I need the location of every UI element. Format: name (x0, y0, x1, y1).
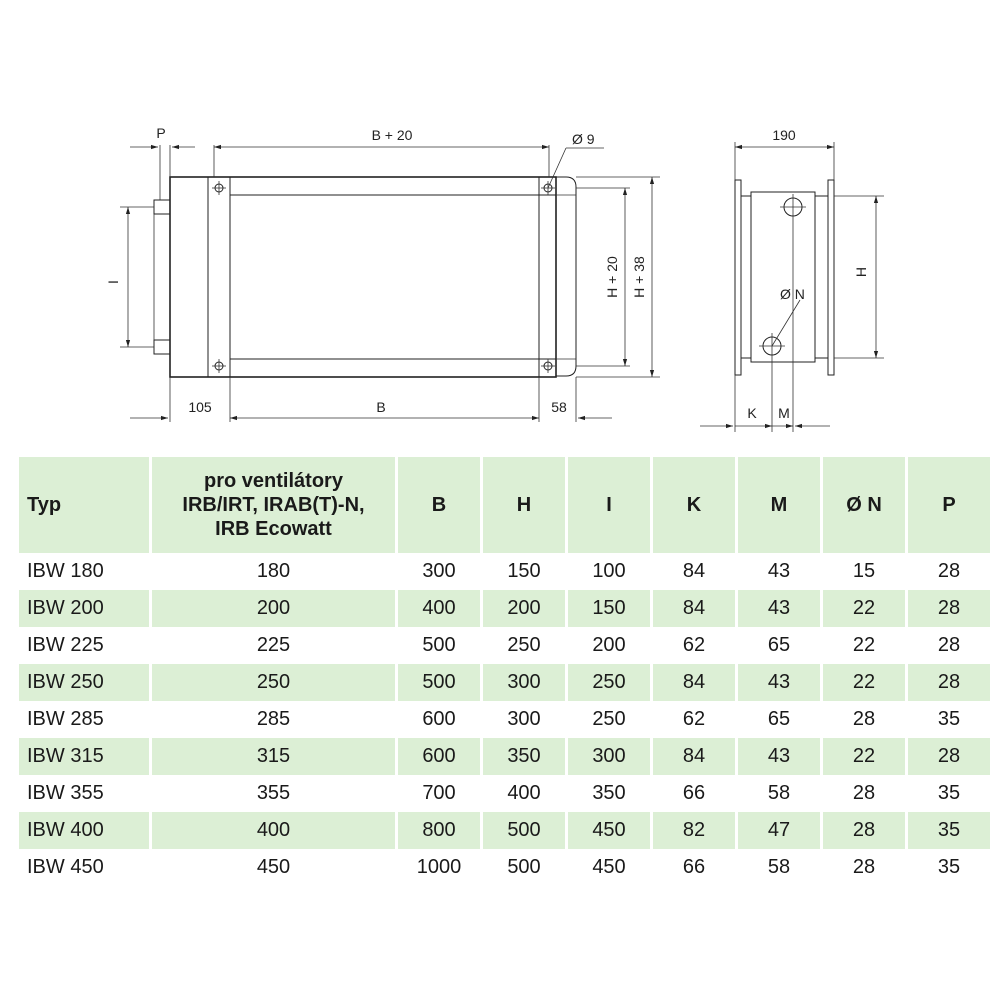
bottom-flange (230, 359, 556, 377)
cell-fan: 450 (256, 856, 291, 878)
cell-typ: IBW 285 (27, 708, 104, 730)
table-row (19, 849, 990, 886)
cell-n: 22 (852, 634, 876, 656)
cell-typ: IBW 315 (19, 738, 149, 775)
cell-m: 43 (738, 738, 820, 775)
cell-fan: 285 (256, 708, 291, 730)
cell-b: 500 (398, 664, 480, 701)
dim-m-label: M (778, 405, 790, 421)
cell-m: 65 (767, 708, 791, 730)
cell-b: 700 (422, 782, 456, 804)
technical-drawing (0, 0, 1000, 450)
cell-b: 500 (422, 634, 456, 656)
cell-h: 300 (483, 664, 565, 701)
cell-n: 22 (823, 738, 905, 775)
front-view (105, 125, 660, 422)
table-row (19, 664, 990, 701)
cell-p: 35 (937, 708, 961, 730)
cell-typ: IBW 355 (27, 782, 104, 804)
table-row (19, 812, 990, 849)
cell-fan: 200 (152, 590, 395, 627)
cell-fan: 355 (256, 782, 291, 804)
spec-table (16, 457, 993, 886)
cell-k: 66 (682, 782, 706, 804)
dim-p-label: P (156, 125, 166, 141)
cell-i: 250 (568, 664, 650, 701)
cell-i: 100 (592, 560, 626, 582)
cell-p: 28 (908, 590, 990, 627)
cell-i: 450 (568, 812, 650, 849)
table-row (19, 738, 990, 775)
cell-k: 82 (653, 812, 735, 849)
header-fan-line2: IRB/IRT, IRAB(T)-N, (182, 494, 365, 516)
dim-b-plus-20-label: B + 20 (371, 127, 413, 143)
cell-fan: 400 (152, 812, 395, 849)
side-right-flange (828, 180, 834, 375)
header-m: M (738, 457, 820, 553)
header-b: B (398, 457, 480, 553)
cell-h: 250 (507, 634, 541, 656)
cell-i: 150 (568, 590, 650, 627)
cell-typ: IBW 250 (19, 664, 149, 701)
top-flange (230, 177, 556, 195)
cell-k: 84 (653, 664, 735, 701)
cell-fan: 225 (256, 634, 291, 656)
table-row (19, 627, 990, 664)
side-left-flange (735, 180, 741, 375)
water-connections (154, 145, 170, 354)
header-k: K (653, 457, 735, 553)
dim-105-label: 105 (188, 399, 212, 415)
table-row (19, 553, 990, 590)
header-fan-line1: pro ventilátory (204, 470, 343, 492)
cell-m: 43 (738, 664, 820, 701)
cell-i: 200 (592, 634, 626, 656)
cell-m: 58 (767, 782, 791, 804)
cell-n: 15 (852, 560, 876, 582)
cell-h: 350 (483, 738, 565, 775)
cell-p: 28 (937, 634, 961, 656)
cell-n: 22 (823, 664, 905, 701)
header-n: Ø N (823, 457, 905, 553)
front-inner-frame (230, 195, 556, 359)
table-row (19, 701, 990, 738)
cell-m: 65 (767, 634, 791, 656)
cell-b: 300 (422, 560, 456, 582)
cell-i: 250 (592, 708, 626, 730)
front-body-outline (170, 177, 556, 377)
cell-i: 300 (568, 738, 650, 775)
cell-i: 450 (592, 856, 626, 878)
cell-n: 28 (852, 708, 876, 730)
cell-n: 22 (823, 590, 905, 627)
left-flange-strip (208, 177, 230, 377)
cell-typ: IBW 200 (19, 590, 149, 627)
cell-h: 400 (507, 782, 541, 804)
cell-p: 35 (908, 812, 990, 849)
dim-n-label: Ø N (780, 286, 805, 302)
dim-hole-label: Ø 9 (572, 131, 595, 147)
header-i: I (568, 457, 650, 553)
right-flange-strip (539, 177, 556, 377)
cell-b: 600 (398, 738, 480, 775)
side-view (700, 127, 884, 432)
cell-m: 43 (767, 560, 791, 582)
header-typ: Typ (19, 457, 149, 553)
cell-k: 84 (682, 560, 706, 582)
cell-fan: 180 (256, 560, 291, 582)
cell-h: 500 (483, 812, 565, 849)
cell-b: 800 (398, 812, 480, 849)
cell-p: 35 (937, 856, 961, 878)
cell-p: 28 (937, 560, 961, 582)
cell-typ: IBW 180 (27, 560, 104, 582)
cell-k: 84 (653, 738, 735, 775)
cell-h: 150 (507, 560, 541, 582)
drawing-svg (0, 0, 1000, 450)
header-fan (152, 457, 395, 553)
cell-k: 62 (682, 708, 706, 730)
header-p: P (908, 457, 990, 553)
cell-m: 58 (767, 856, 791, 878)
cell-typ: IBW 400 (19, 812, 149, 849)
cell-k: 66 (682, 856, 706, 878)
cell-n: 28 (852, 856, 876, 878)
cell-p: 28 (908, 664, 990, 701)
cell-m: 47 (738, 812, 820, 849)
dim-b-label: B (376, 399, 386, 415)
cell-h: 500 (507, 856, 541, 878)
cell-h: 200 (483, 590, 565, 627)
cell-k: 84 (653, 590, 735, 627)
cell-typ: IBW 450 (27, 856, 104, 878)
mounting-holes (212, 181, 555, 373)
cell-b: 1000 (416, 856, 462, 878)
cell-k: 62 (682, 634, 706, 656)
cell-i: 350 (592, 782, 626, 804)
cell-h: 300 (507, 708, 541, 730)
dim-h-plus-38-label: H + 38 (631, 256, 647, 298)
cell-n: 28 (852, 782, 876, 804)
header-h: H (483, 457, 565, 553)
dim-190-label: 190 (772, 127, 796, 143)
cell-m: 43 (738, 590, 820, 627)
cell-fan: 315 (152, 738, 395, 775)
cell-p: 28 (908, 738, 990, 775)
cell-p: 35 (937, 782, 961, 804)
dim-k-label: K (747, 405, 757, 421)
dim-h-plus-20-label: H + 20 (604, 256, 620, 298)
side-body (751, 192, 815, 362)
table-row (19, 590, 990, 627)
header-fan-line3: IRB Ecowatt (215, 518, 332, 540)
table-row (19, 775, 990, 812)
cell-b: 400 (398, 590, 480, 627)
table-header-row (19, 457, 990, 553)
cell-b: 600 (422, 708, 456, 730)
right-cap (556, 177, 576, 376)
dim-h-label: H (853, 266, 869, 278)
dim-58-label: 58 (551, 399, 567, 415)
dim-i-label: I (105, 280, 121, 284)
cell-n: 28 (823, 812, 905, 849)
cell-fan: 250 (152, 664, 395, 701)
cell-typ: IBW 225 (27, 634, 104, 656)
